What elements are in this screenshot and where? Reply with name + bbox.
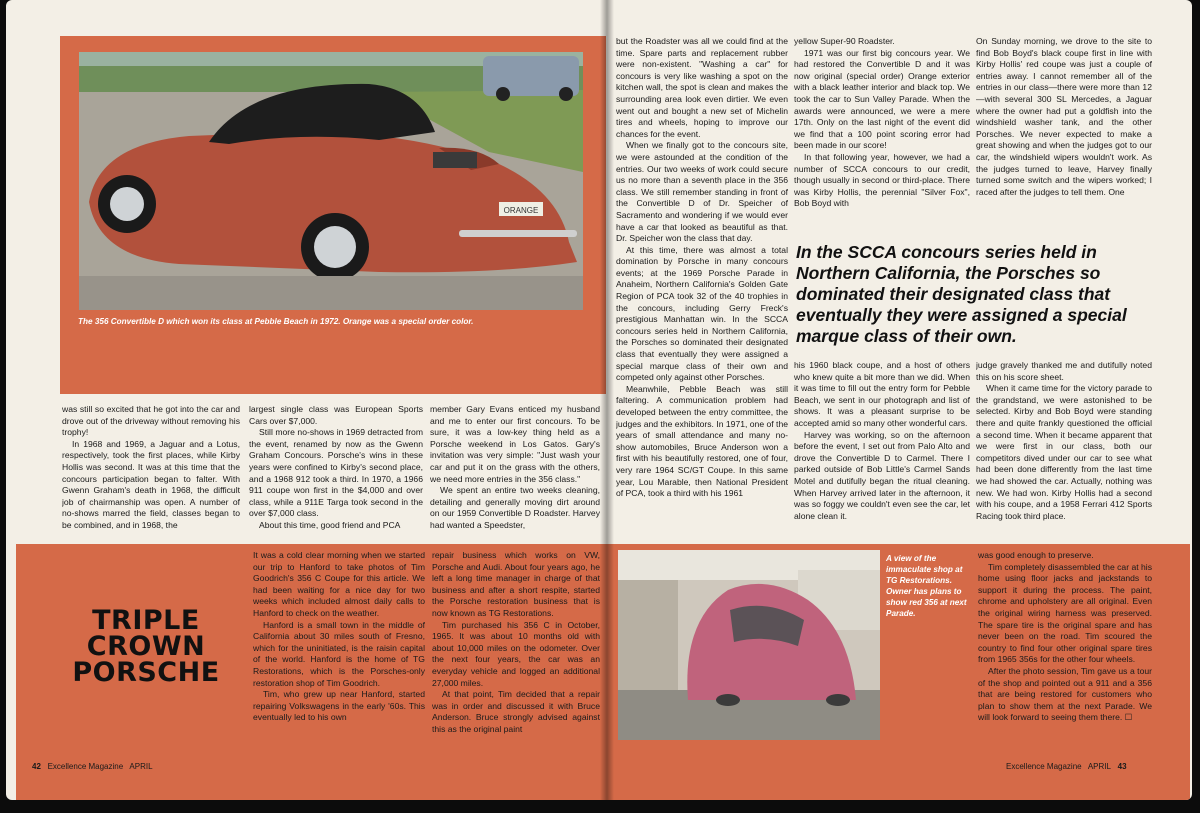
paragraph: judge gravely thanked me and dutifully noted this on his score sheet. [976,360,1152,382]
convertible-photo-caption: The 356 Convertible D which won its class at Pebble Beach in 1972. Orange was a special order color. [78,317,474,326]
restoration-shop-image [618,550,880,740]
right-body-column-3-top [976,36,1152,222]
right-body-column-2-top [794,36,970,222]
page-number: 43 [1117,762,1127,771]
paragraph: was good enough to preserve. [978,550,1094,560]
paragraph: In 1968 and 1969, a Jaguar and a Lotus, respectively, took the first places, while Kirby Hollis was second. It was at this time that the concours participation began to falter. With Gwenn Graham's death in 1968, the difficult job of chairmanship was open. A number of no-shows marred the field, classes began to be combined, and in 1968, the [62,438,240,530]
paragraph: When we finally got to the concours site, we were astounded at the condition of the entries. Our two weeks of work could secure us no more than a seventh place in the 356 class. We still remember standing in front of the Convertible D of Dr. Speicher of Sacramento and wondering if we would ever have a car that looked as beautiful as that. Dr. Speicher won the class that day. [616,140,788,244]
paragraph: It was a cold clear morning when we started our trip to Hanford to take photos of Tim Goodrich's 356 C Coupe for this article. We had been waiting for a nice day for two weeks which included almost daily calls to Hanford to check on the weather. [253,550,425,618]
left-body-column-3 [430,404,600,534]
paragraph: In that following year, however, we had a number of SCCA concours to our credit, though usually in second or third-place. There was Kirby Hollis, the perennial "Silver Fox", Bob Boyd with [794,151,970,209]
paragraph: Still more no-shows in 1969 detracted from the event, renamed by now as the Gwenn Graham Concours. Porsche's wins in these years were confined to Kirby's second place, and a 1968 912 took a third. In 1970, a 1966 911 coupe won first in the $4,000 and over class, while a 911E Targa took second in the over $7,000 class. [249,427,423,519]
shop-photo [618,550,880,740]
paragraph: 1971 was our first big concours year. We had restored the Convertible D and it was now original (special order) Orange exterior with a black leather interior and black top. We took the car to Sun Valley Parade. When the awards were announced, we were a mere 17th. Only on the last night of the event did we find that a 100 point scoring error had been made in our score! [794,47,970,151]
page-footer-left [32,762,153,771]
paragraph: was still so excited that he got into the car and drove out of the driveway without removing his trophy! [62,404,240,438]
paragraph: Tim completely disassembled the car at his home using floor jacks and jackstands to support it during the process. The paint, chrome and upholstery are all original. Even the original wiring harness was preserved. The spare tire is the original spare and has never been on the road. Tim scoured the country to find four other original spare tires from 1965 356s for the other four wheels. [978,561,1152,665]
title-line: TRIPLE [92,605,200,636]
right-body-column-3-bottom [976,360,1152,540]
shop-photo-caption: A view of the immaculate shop at TG Restorations. Owner has plans to show red 356 at next Parade. [886,554,967,618]
paragraph: At that point, Tim decided that a repair was in order and discussed it with Bruce Anderson. Bruce strongly advised against this as the original paint [432,689,600,734]
convertible-photo [79,52,583,310]
paragraph: Meanwhile, Pebble Beach was still faltering. A communication problem had developed between the entry committee, the judges and the exhibitors. In 1971, one of the years of small attendance and many no-show automobiles, Bruce Anderson won a first with his beautifully restored, one of four, very rare 1964 SC/GT Coupe. In this same year, Lou Marable, then National President of PCA, took a third with his 1961 [616,383,788,499]
pull-quote: In the SCCA concours series held in Northern California, the Porsches so dominated their designated class that eventually they were assigned a special marque class of their own. [796,242,1127,346]
sidebar-column-1 [253,550,425,748]
paragraph: Hanford is a small town in the middle of California about 30 miles south of Fresno, which for the uninitiated, is the raisin capital of the world. Hanford is the home of TG Restorations, which is the Porsches-only restoration shop of Tim Goodrich. [253,619,425,688]
paragraph: On Sunday morning, we drove to the site to find Bob Boyd's black coupe first in line with Kirby Hollis' red coupe was just a couple of entries away. I cannot remember all of the entries in our class—there were more than 12—with several 300 SL Mercedes, a Jaguar where the owner had put a goldfish into the windshield washer tank, and the other Porsches. We never expected to make a great showing and when the judges got to our car, the windshield wipers wouldn't work. As the judges turned to leave, Harvey finally turned some switch and the wipers worked; I raced after the judges to tell them. One [976,36,1152,197]
magazine-name: Excellence Magazine [47,762,124,771]
sidebar-column-3 [978,550,1152,748]
sidebar-column-2 [432,550,600,748]
title-line: CROWN [86,631,206,662]
left-page [6,0,606,800]
right-body-column-2-bottom [794,360,970,540]
porsche-convertible-image [79,52,583,310]
license-plate-text: ORANGE [503,206,539,215]
issue-month: APRIL [129,762,153,771]
page-gutter [600,0,614,800]
paragraph: Tim purchased his 356 C in October, 1965. It was about 10 months old with about 10,000 miles on the odometer. Over the next four years, the car was an everyday vehicle and logged an additional 27,000 miles. [432,619,600,688]
paragraph: repair business which works on VW, Porsche and Audi. About four years ago, he left a long time manager in charge of that business and after a short respite, started the Porsche restoration business that is now known as TG Restorations. [432,550,600,618]
right-body-column-1 [616,36,788,544]
paragraph: his 1960 black coupe, and a host of others who knew quite a bit more than we did. When it was time to fill out the entry form for Pebble Beach, we sent in our photograph and list of shows. It was a pleasant surprise to be accepted amid so many other wonderful cars. [794,360,970,428]
title-line: PORSCHE [72,657,220,688]
left-body-column-2 [249,404,423,534]
page-footer-right [1006,762,1127,771]
right-page [606,0,1192,800]
issue-month: APRIL [1087,762,1111,771]
paragraph: member Gary Evans enticed my husband and me to enter our first concours. To be sure, it was a low-key thing held as a Porsche weekend in Los Gatos. Gary's invitation was very simple: "Just wash your car and put it on the grass with the others, we need more entries in the 356 class." [430,404,600,484]
paragraph: Tim, who grew up near Hanford, started repairing Volkswagens in the early '60s. This eventually led to his own [253,689,425,723]
sidebar-title [46,605,246,688]
magazine-name: Excellence Magazine [1006,762,1082,771]
paragraph: About this time, good friend and PCA [259,519,401,530]
left-body-column-1 [62,404,240,534]
page-number: 42 [32,762,41,771]
paragraph: At this time, there was almost a total domination by Porsche in many concours events; at the 1969 Porsche Parade in Anaheim, Northern California's Golden Gate Region of PCA took 32 of the 40 trophies in the concours, including Gerry Freck's prestigious Manhattan win. In the SCCA concours series held in Northern California, the Porsches so dominated their designated class that eventually they were assigned a special marque class of their own and competed only against other Porsches. [616,244,788,383]
paragraph: yellow Super-90 Roadster. [794,36,895,46]
paragraph: When it came time for the victory parade to the grandstand, we were astonished to be selected. Kirby and Bob Boyd were standing there and quite frankly questioned the official a second time. When it became apparent that we were first in our class, both our competitors dived under our car to see what had been done differently from the last time we had showed the car. Actually, nothing was new. We had won. Kirby Hollis had a second with his coupe, and a 1958 Ferrari 412 Sports Racing took third place. [976,383,1152,521]
paragraph: largest single class was European Sports Cars over $7,000. [249,404,423,426]
paragraph: We spent an entire two weeks cleaning, detailing and generally moving dirt around on our 1959 Convertible D Roadster. Harvey had wanted a Speedster, [430,485,600,530]
paragraph: After the photo session, Tim gave us a tour of the shop and pointed out a 911 and a 356 that are being restored for customers who plan to show them at the next Parade. We will look forward to seeing them there. ☐ [978,665,1152,723]
paragraph: but the Roadster was all we could find at the time. Spare parts and replacement rubber were non-existent. "Washing a car" for concours is very like washing a spot on the kitchen wall, the spot is clean and makes the surrounding area look even dirtier. We even went out and bought a new set of Michelin tires and wheels, hoping to improve our chances for the event. [616,36,788,139]
paragraph: Harvey was working, so on the afternoon before the event, I set out from Palo Alto and drove the Convertible D to Carmel. There I parked outside of Bob Little's Carmel Sands Motel and dutifully began the ritual cleaning. When Harvey arrived later in the afternoon, it was so foggy we couldn't even see the car, let alone clean it. [794,429,970,521]
